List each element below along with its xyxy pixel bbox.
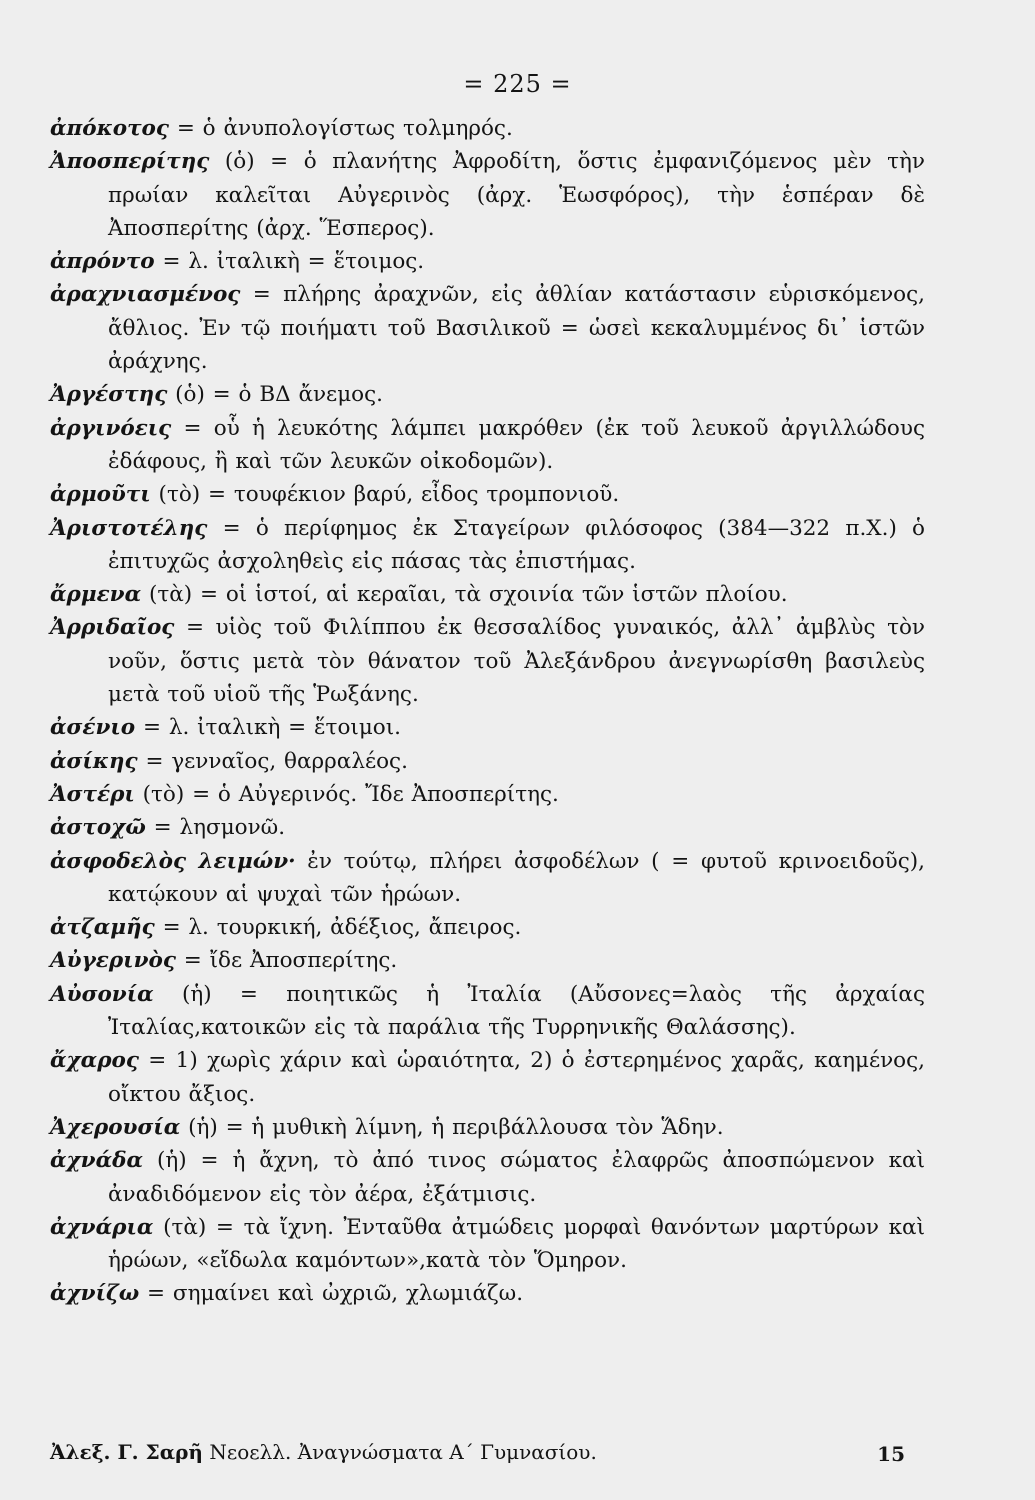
glossary-entry <box>50 412 925 479</box>
footer-author: Ἀλεξ. Γ. Σαρῆ <box>50 1440 203 1464</box>
glossary-entry <box>50 378 925 411</box>
entry-definition: = υἱὸς τοῦ Φιλίππου ἐκ θεσσαλίδος γυναικός, ἀλλ᾽ ἀμβλὺς τὸν νοῦν, ὅστις μετὰ τὸν θάνατον τοῦ Ἀλεξάνδρου ἀνεγνωρίσθη βασιλεὺς μετὰ τοῦ υἱοῦ τῆς Ῥωξάνης. <box>108 615 925 708</box>
entry-term: ἀπόκοτος <box>50 116 169 141</box>
glossary-entry <box>50 944 925 977</box>
entry-term: ἀτζαμῆς <box>50 915 155 941</box>
entry-term: ἀσφοδελὸς λειμών· <box>50 848 296 874</box>
glossary-entry <box>50 112 925 145</box>
entry-definition: (ὁ) = ὁ πλανήτης Ἀφροδίτη, ὅστις ἐμφανιζόμενος μὲν τὴν πρωίαν καλεῖται Αὐγερινὸς (ἀρχ. Ἑωσφόρος), τὴν ἑσπέραν δὲ Ἀποσπερίτης (ἀρχ. Ἕσπερος). <box>108 149 925 241</box>
entry-definition: = γενναῖος, θαρραλέος. <box>137 748 408 774</box>
entry-term: Ἀριστοτέλης <box>50 515 208 541</box>
entry-definition: (τὸ) = τουφέκιον βαρύ, εἶδος τρομπονιοῦ. <box>150 482 620 508</box>
entry-term: Αὐσονία <box>50 981 154 1007</box>
entry-definition: = πλήρης ἀραχνῶν, εἰς ἀθλίαν κατάστασιν εὑρισκόμενος, ἄθλιος. Ἐν τῷ ποιήματι τοῦ Βασιλικοῦ = ὡσεὶ κεκαλυμμένος δι᾽ ἱστῶν ἀράχνης. <box>108 282 925 375</box>
entry-term: ἀραχνιασμένος <box>50 282 241 308</box>
glossary-entry <box>50 711 925 744</box>
entry-term: Ἀρριδαῖος <box>50 615 175 641</box>
glossary-entry <box>50 1144 925 1211</box>
footer-book-title: Νεοελλ. Ἀναγνώσματα Α΄ Γυμνασίου. <box>202 1440 597 1464</box>
glossary-entry <box>50 245 925 278</box>
glossary-entry <box>50 278 925 378</box>
entry-term: ἀπρόντο <box>50 249 155 275</box>
glossary-entry <box>50 578 925 611</box>
glossary-entry <box>50 1277 925 1310</box>
sheet-number: 15 <box>877 1442 905 1466</box>
glossary-entry <box>50 1111 925 1144</box>
glossary-entry <box>50 145 925 245</box>
entry-definition: = λ. τουρκική, ἀδέξιος, ἄπειρος. <box>154 915 522 941</box>
glossary-entry <box>50 478 925 511</box>
entry-term: ἀχνάδα <box>50 1148 144 1174</box>
entry-definition: = λ. ἰταλικὴ = ἕτοιμος. <box>154 249 425 275</box>
entry-term: ἀχνάρια <box>50 1214 154 1240</box>
entry-term: Ἀποσπερίτης <box>50 149 210 175</box>
entry-term: ἀρμοῦτι <box>50 482 151 508</box>
entry-term: ἄχαρος <box>50 1048 139 1074</box>
entry-definition: = λ. ἰταλικὴ = ἕτοιμοι. <box>135 715 402 741</box>
entry-term: ἀσίκης <box>50 748 138 774</box>
entry-term: Αὐγερινὸς <box>50 948 176 974</box>
glossary-entry <box>50 1211 925 1278</box>
entry-definition: = ὁ ἀνυπολογίστως τολμηρός. <box>168 116 513 141</box>
page-number: = 225 = <box>463 70 572 98</box>
entry-definition: (ἡ) = ποιητικῶς ἡ Ἰταλία (Αὔσονες=λαὸς τῆς ἀρχαίας Ἰταλίας,κατοικῶν εἰς τὰ παράλια τῆς Τυρρηνικῆς Θαλάσσης). <box>108 981 925 1041</box>
entry-term: ἀργινόεις <box>50 415 172 441</box>
entry-definition: (ἡ) = ἡ ἄχνη, τὸ ἀπό τινος σώματος ἐλαφρῶς ἀποσπώμενον καὶ ἀναδιδόμενον εἰς τὸν ἀέρα, ἐξάτμισις. <box>108 1148 925 1207</box>
entry-definition: (τὰ) = τὰ ἴχνη. Ἐνταῦθα ἀτμώδεις μορφαὶ θανόντων μαρτύρων καὶ ἡρώων, «εἴδωλα καμόντων»,κατὰ τὸν Ὅμηρον. <box>108 1214 925 1274</box>
entry-definition: (ὁ) = ὁ ΒΔ ἄνεμος. <box>167 382 383 408</box>
glossary-entry <box>50 811 925 844</box>
glossary-entry <box>50 512 925 579</box>
glossary-entry <box>50 611 925 711</box>
glossary-entry <box>50 911 925 944</box>
glossary-entry <box>50 845 925 912</box>
glossary-entry <box>50 978 925 1045</box>
glossary-entries <box>50 112 925 1311</box>
entry-definition: = 1) χωρὶς χάριν καὶ ὡραιότητα, 2) ὁ ἐστερημένος χαρᾶς, καημένος, οἴκτου ἄξιος. <box>108 1048 925 1107</box>
entry-term: ἄρμενα <box>50 582 142 608</box>
entry-term: ἀστοχῶ <box>50 815 146 841</box>
entry-term: ἀχνίζω <box>50 1281 140 1307</box>
entry-definition: ἐν τούτῳ, πλήρει ἀσφοδέλων ( = φυτοῦ κρινοειδοῦς), κατῴκουν αἱ ψυχαὶ τῶν ἡρώων. <box>108 848 925 907</box>
entry-definition: (τὸ) = ὁ Αὐγερινός. Ἴδε Ἀποσπερίτης. <box>134 781 559 807</box>
entry-term: Ἀργέστης <box>50 382 168 408</box>
glossary-entry <box>50 745 925 778</box>
entry-definition: = λησμονῶ. <box>145 815 286 841</box>
entry-definition: (τὰ) = οἱ ἱστοί, αἱ κεραῖαι, τὰ σχοινία τῶν ἱστῶν πλοίου. <box>141 582 788 608</box>
entry-definition: (ἡ) = ἡ μυθικὴ λίμνη, ἡ περιβάλλουσα τὸν Ἅδην. <box>180 1114 724 1140</box>
glossary-entry <box>50 778 925 811</box>
entry-term: Ἀστέρι <box>50 781 135 807</box>
entry-definition: = σημαίνει καὶ ὠχριῶ, χλωμιάζω. <box>139 1281 524 1307</box>
entry-definition: = ἴδε Ἀποσπερίτης. <box>175 948 398 974</box>
entry-term: Ἀχερουσία <box>50 1114 181 1140</box>
entry-term: ἀσένιο <box>50 715 136 741</box>
glossary-entry <box>50 1044 925 1111</box>
footer-text <box>50 1440 597 1464</box>
entry-definition: = ὁ περίφημος ἐκ Σταγείρων φιλόσοφος (384—322 π.Χ.) ὁ ἐπιτυχῶς ἀσχοληθεὶς εἰς πάσας τὰς ἐπιστήμας. <box>108 515 925 574</box>
entry-definition: = οὗ ἡ λευκότης λάμπει μακρόθεν (ἐκ τοῦ λευκοῦ ἀργιλλώδους ἐδάφους, ἢ καὶ τῶν λευκῶν οἰκοδομῶν). <box>108 415 925 474</box>
